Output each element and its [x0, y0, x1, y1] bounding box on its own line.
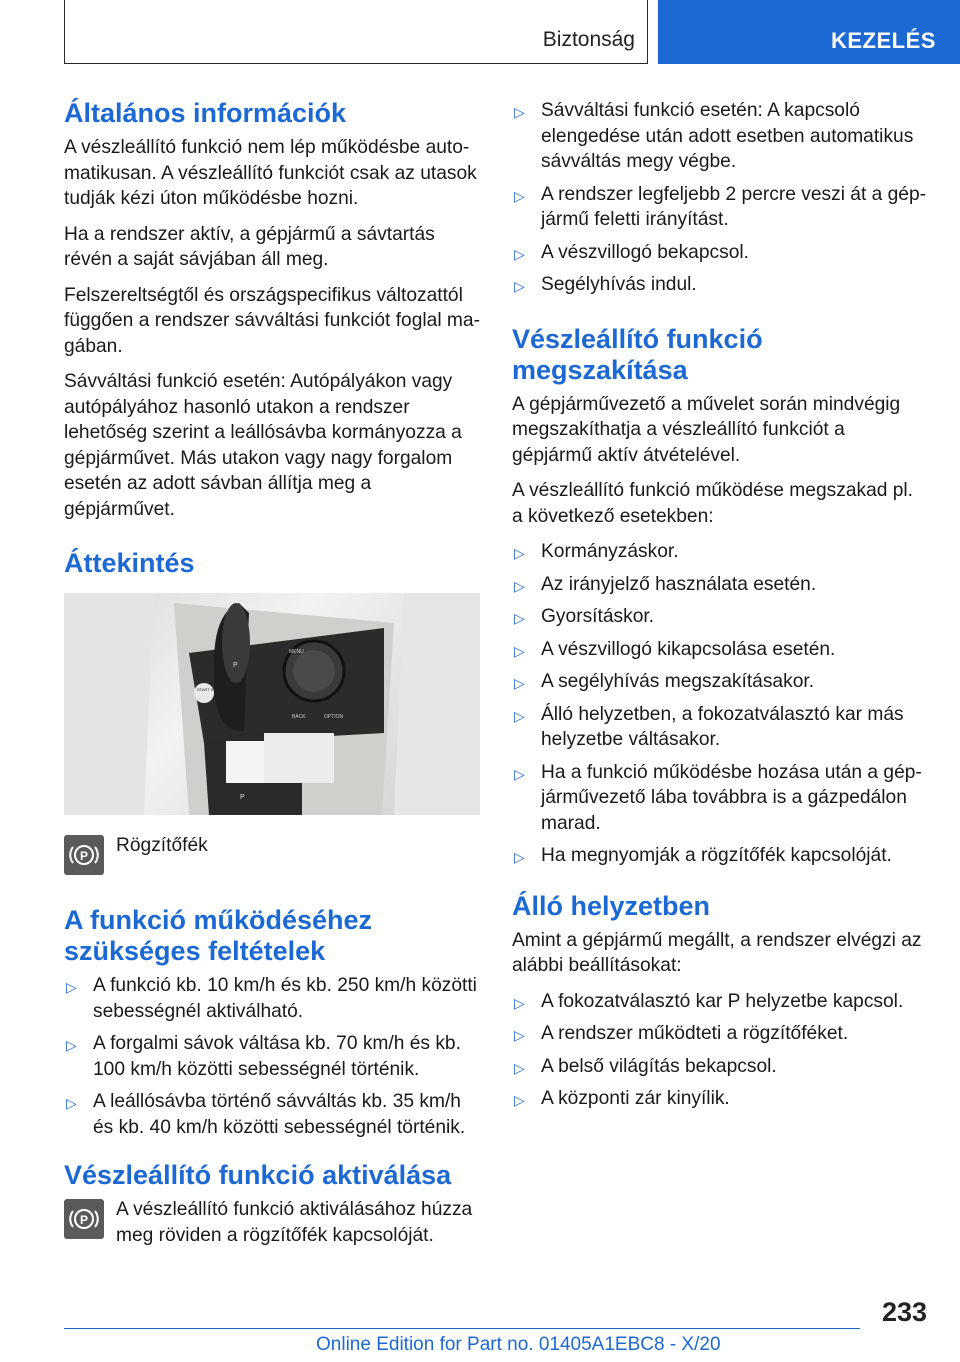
bullet-icon: ▷ [514, 765, 525, 782]
parking-brake-caption: Rögzítőfék [116, 835, 208, 856]
parking-brake-icon [64, 835, 104, 875]
center-console-illustration [64, 593, 480, 815]
interrupt-list [512, 539, 928, 869]
bullet-icon: ▷ [514, 675, 525, 691]
paragraph: A vészleállító funkció nem lép működésbe automatikusan. A vészleállító funkciót csak az utasok tudják kézi úton működésbe hozni. [64, 137, 477, 209]
list-item: ▷ A központi zár kinyílik. [512, 1086, 928, 1112]
park-button-label: P [240, 794, 245, 801]
list-item: ▷ A fokozatválasztó kar P helyzetbe kapcsol. [512, 989, 928, 1015]
bullet-icon: ▷ [514, 187, 525, 204]
paragraph: Sávváltási funkció esetén: Autópályákon vagy autópályához hasonló utakon a rendszer lehetőség szerint a leállósávba kormányozza a gépjárművet. Más utakon vagy nagy forgalom esetén az adott sávban állítja meg a gépjárművet. [64, 371, 462, 520]
list-item: ▷ A rendszer legfeljebb 2 percre veszi át a gépjármű feletti irányítást. [514, 183, 927, 230]
list-item: ▷ Ha a funkció működésbe hozása után a gépjárművezető lába továbbra is a gázpedálon marad. [514, 761, 922, 834]
gear-p-label: P [233, 662, 238, 669]
bullet-icon: ▷ [514, 278, 525, 294]
bullet-icon: ▷ [514, 1092, 525, 1108]
bullet-icon: ▷ [514, 1059, 525, 1076]
list-item: ▷ Álló helyzetben, a fokozatválasztó kar más helyzetbe váltásakor. [514, 703, 904, 750]
back-label: BACK [292, 714, 306, 720]
heading-requirements: A funkció működéséhez szükséges feltételek [64, 905, 373, 966]
list-item: ▷ Kormányzáskor. [512, 539, 928, 565]
menu-label: MENU [289, 649, 304, 655]
bullet-icon: ▷ [514, 577, 525, 594]
list-item: ▷ Ha megnyomják a rögzítőfék kapcsolóját. [512, 843, 928, 869]
paragraph: A gépjárművezető a művelet során mindvégig megszakíthatja a vészleállító funkciót a gépjármű aktív átvételével. [512, 393, 901, 466]
bullet-icon: ▷ [514, 849, 525, 865]
paragraph: Ha a rendszer aktív, a gépjármű a sávtartás révén a saját sávjában áll meg. [64, 223, 435, 270]
list-item: ▷ A segélyhívás megszakításakor. [512, 669, 928, 695]
list-item: ▷ Az irányjelző használata esetén. [512, 572, 928, 598]
list-item: ▷ Gyorsításkor. [512, 604, 928, 630]
bullet-icon: ▷ [66, 1095, 77, 1111]
bullet-icon: ▷ [514, 1027, 525, 1043]
paragraph: Amint a gépjármű megállt, a rendszer elvégzi az alábbi beállításokat: [512, 929, 922, 976]
bullet-icon: ▷ [514, 104, 525, 120]
bullet-icon: ▷ [514, 610, 525, 626]
standstill-list [512, 989, 928, 1112]
header-section-title: Biztonság [542, 28, 635, 51]
center-console-photo [64, 593, 480, 815]
right-column [512, 98, 928, 1122]
bullet-icon: ▷ [514, 245, 525, 262]
bullet-icon: ▷ [514, 707, 525, 724]
heading-overview: Áttekintés [64, 548, 195, 578]
left-column [64, 98, 480, 1262]
bullet-icon: ▷ [514, 994, 525, 1011]
header-tab-kezeles: KEZELÉS [658, 0, 960, 64]
steps-list [512, 98, 928, 298]
list-item: ▷ Segélyhívás indul. [512, 272, 928, 298]
list-item: ▷ Sávváltási funkció esetén: A kapcsoló elengedése után adott esetben automatikus sávváltás megy végbe. [514, 100, 914, 172]
heading-standstill: Álló helyzetben [512, 890, 711, 921]
heading-activation: Vészleállító funkció aktiválása [64, 1160, 452, 1190]
svg-text:P: P [80, 1213, 89, 1227]
heading-general: Általános információk [64, 98, 347, 128]
list-item: ▷ A vészvillogó kikapcsolása esetén. [512, 637, 928, 663]
requirements-list [64, 973, 480, 1140]
list-item: ▷ A funkció kb. 10 km/h és kb. 250 km/h közötti sebességnél aktiválható. [66, 975, 477, 1022]
parking-brake-icon [64, 1199, 104, 1239]
bullet-icon: ▷ [66, 1037, 77, 1053]
list-item: ▷ A rendszer működteti a rögzítőféket. [512, 1021, 928, 1047]
list-item: ▷ A vészvillogó bekapcsol. [512, 240, 928, 266]
parking-brake-caption-row [64, 833, 480, 875]
page-number: 233 [881, 1297, 927, 1327]
heading-interrupt: Vészleállító funkció megszakítása [512, 323, 763, 385]
bullet-icon: ▷ [514, 642, 525, 659]
list-item: ▷ A forgalmi sávok váltása kb. 70 km/h és kb. 100 km/h közötti sebességnél történik. [66, 1033, 461, 1080]
option-label: OPTION [324, 714, 344, 720]
activation-row [64, 1197, 480, 1248]
bullet-icon: ▷ [514, 545, 525, 561]
svg-text:P: P [80, 849, 89, 863]
paragraph: Felszereltségtől és országspecifikus változattól függően a rendszer sávváltási funkciót foglal magában. [64, 284, 480, 357]
list-item: ▷ A leállósávba történő sávváltás kb. 35 km/h és kb. 40 km/h közötti sebességnél történik. [66, 1091, 466, 1138]
paragraph: A vészleállító funkció működése megszakad pl. a következő esetekben: [512, 480, 914, 527]
footer-edition: Online Edition for Part no. 01405A1EBC8 - X/20 [316, 1334, 721, 1355]
footer-divider [64, 1328, 860, 1329]
header-box [64, 0, 648, 64]
bullet-icon: ▷ [66, 979, 77, 995]
list-item: ▷ A belső világítás bekapcsol. [512, 1054, 928, 1080]
start-stop-label: START STOP [197, 687, 222, 692]
activation-text: A vészleállító funkció aktiválásához húzza meg röviden a rögzítőfék kapcsolóját. [116, 1199, 473, 1246]
